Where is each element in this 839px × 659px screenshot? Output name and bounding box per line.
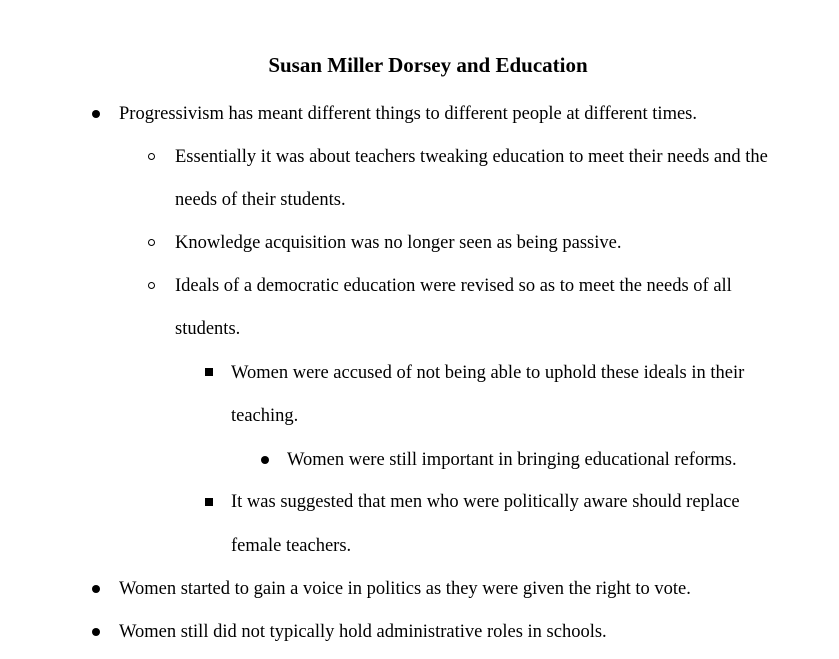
- bullet-circle-icon: [148, 153, 155, 160]
- list-item-text-continued: female teachers.: [231, 536, 352, 556]
- bullet-disc-icon: [261, 456, 269, 464]
- list-item-text: Women were still important in bringing educational reforms.: [287, 450, 737, 470]
- list-item-text: Knowledge acquisition was no longer seen as being passive.: [175, 233, 622, 253]
- bullet-disc-icon: [92, 110, 100, 118]
- list-item-text: Essentially it was about teachers tweaking education to meet their needs and the: [175, 147, 768, 167]
- list-item-text-continued: needs of their students.: [175, 190, 346, 210]
- list-item-text: Women still did not typically hold administrative roles in schools.: [119, 622, 607, 642]
- list-item-text: Women were accused of not being able to uphold these ideals in their: [231, 363, 745, 383]
- bullet-disc-icon: [92, 628, 100, 636]
- list-item-text: Progressivism has meant different things to different people at different times.: [119, 104, 697, 124]
- bullet-circle-icon: [148, 239, 155, 246]
- list-item-text: It was suggested that men who were politically aware should replace: [231, 492, 740, 512]
- list-item-text: Ideals of a democratic education were revised so as to meet the needs of all: [175, 276, 732, 296]
- bullet-square-icon: [205, 498, 213, 506]
- document-title: Susan Miller Dorsey and Education: [268, 53, 588, 77]
- bullet-disc-icon: [92, 585, 100, 593]
- list-item-text: Women started to gain a voice in politics as they were given the right to vote.: [119, 579, 691, 599]
- bullet-square-icon: [205, 368, 213, 376]
- bullet-circle-icon: [148, 282, 155, 289]
- list-item-text-continued: students.: [175, 319, 241, 339]
- list-item-text-continued: teaching.: [231, 406, 299, 426]
